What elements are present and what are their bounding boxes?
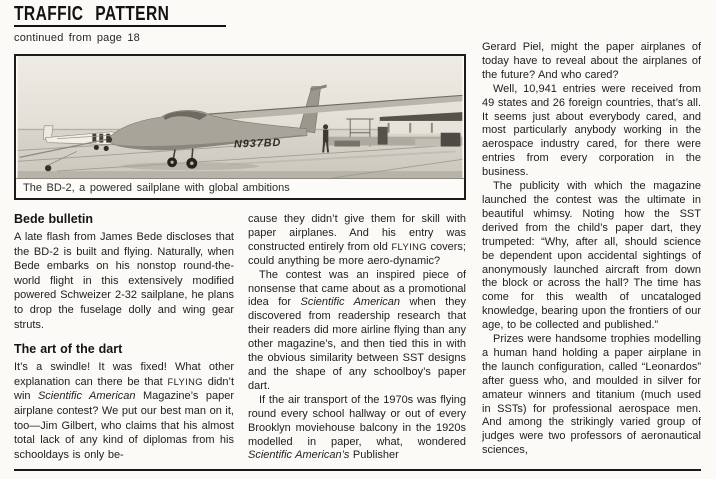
smallcaps-text: FLYING bbox=[391, 241, 427, 252]
paragraph bbox=[14, 230, 234, 332]
paragraph bbox=[248, 394, 466, 464]
photo-frame bbox=[14, 54, 466, 200]
body-text: Publisher bbox=[349, 449, 399, 462]
title-rule bbox=[14, 25, 226, 27]
photo-caption: The BD-2, a powered sailplane with global ambitions bbox=[16, 178, 464, 194]
body-text: Well, 10,941 entries were received from 49 states and 26 foreign countries, that’s all. It seems just about everybody cared, and most particularly anybody working in the aerospace industry cared, for there were entries from every corporation in the business. bbox=[482, 82, 701, 179]
body-text: didn’t win bbox=[14, 375, 234, 403]
body-text: A late flash from James Bede discloses that the BD-2 is built and flying. Naturally, when Bede embarks on his nonstop round-the-world flight in this extensively modified powered Schweizer 2-32 sailplane, he plans to drop the fuselage dolly and wing gear struts. bbox=[14, 231, 234, 331]
paragraph bbox=[482, 41, 701, 83]
body-text: Prizes were handsome trophies modelling a human hand holding a paper airplane in the launch configuration, called “Leonardos” after guess who, and moulded in silver for amateur winners and titanium (much used in SSTs) for professional aerospace men. And among the strikingly varied group of judges were two professors of aeronautical sciences, bbox=[482, 333, 701, 457]
bd2-photo bbox=[16, 56, 464, 178]
paragraph bbox=[482, 83, 701, 180]
column-left bbox=[14, 212, 234, 464]
foreground-strip bbox=[18, 171, 463, 178]
body-text: It’s a swindle! It was fixed! What other explanation can there be that bbox=[14, 361, 234, 388]
section-heading: Bede bulletin bbox=[14, 212, 93, 226]
nose-spinner bbox=[106, 137, 112, 143]
wheel-hub-2 bbox=[190, 161, 194, 165]
paragraph bbox=[482, 333, 701, 458]
continued-note: continued from page 18 bbox=[14, 32, 140, 44]
paragraph bbox=[248, 269, 466, 394]
body-text: covers; could anything be more aero-dynamic? bbox=[248, 240, 466, 267]
body-text: Magazine’s paper airplane contest? We put our best man on it, too—Jim Gilbert, who claims that his almost total lack of any kind of diplomas from his schooldays is only be- bbox=[14, 390, 234, 461]
section-heading: The art of the dart bbox=[14, 342, 123, 357]
bottom-rule bbox=[14, 469, 701, 471]
page-title bbox=[14, 3, 213, 26]
italic-text: Scientific American bbox=[37, 390, 136, 403]
paragraph bbox=[14, 360, 234, 462]
body-text: cause they didn’t give them for skill with paper airplanes. And his entry was constructed entirely from old bbox=[248, 213, 466, 253]
body-text: when they discovered from readership research that their readers did more airline flying than any other magazine’s, and then tied this in with the obvious similarity between SST designs and the shape of any schoolboy’s paper dart. bbox=[248, 296, 466, 392]
registration-text: N937BD bbox=[233, 136, 282, 151]
body-text: Gerard Piel, might the paper airplanes of today have to reveal about the airplanes of the future? And who cared? bbox=[482, 41, 701, 81]
page-title-text: TRAFFIC PATTERN bbox=[14, 3, 170, 25]
body-text: If the air transport of the 1970s was flying round every school hallway or out of every Brooklyn moviehouse balcony in the 1920s modelled in paper, what, wondered bbox=[248, 393, 466, 448]
body-text: The publicity with which the magazine launched the contest was the ultimate in beautiful whimsy. Noting how the SST derived from the child’s paper dart, they trumpeted: “Why, after all, should science be dependent upon accidental sightings of anonymously launched aircraft from down the block or across the hall? The time has come for this wealth of uncataloged knowledge, bearing upon the frontiers of our age, to be collected and published.” bbox=[482, 180, 701, 332]
italic-text: Scientific American bbox=[300, 296, 401, 309]
body-text: The contest was an inspired piece of nonsense that came about as a promotional idea for bbox=[248, 268, 466, 309]
column-right bbox=[482, 41, 701, 465]
paragraph bbox=[482, 180, 701, 333]
italic-text: Scientific American’s bbox=[248, 449, 350, 462]
column-middle bbox=[248, 213, 466, 464]
wheel-hub-1 bbox=[171, 161, 174, 164]
paragraph bbox=[248, 213, 466, 269]
smallcaps-text: FLYING bbox=[167, 376, 203, 387]
